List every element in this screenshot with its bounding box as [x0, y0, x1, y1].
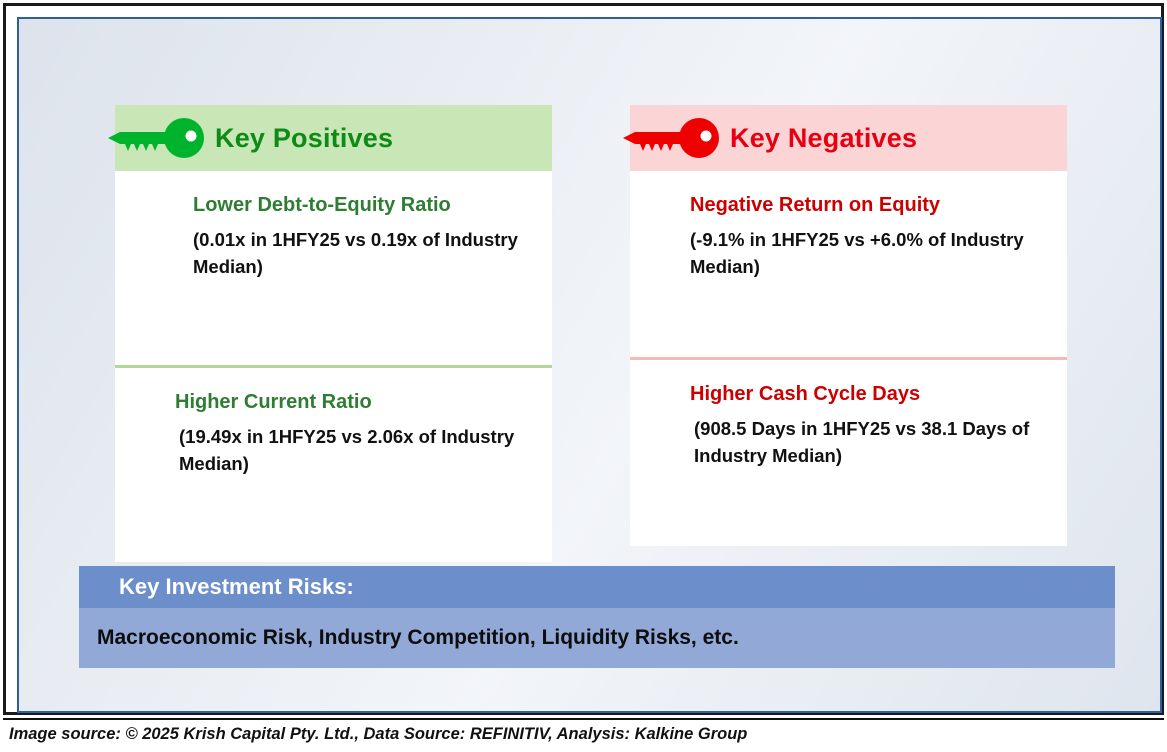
key-icon [620, 116, 726, 160]
card-title: Higher Cash Cycle Days [690, 383, 921, 405]
column-title-positives: Key Positives [215, 122, 394, 153]
column-title-negatives: Key Negatives [730, 122, 918, 153]
risks-title: Key Investment Risks: [119, 574, 354, 599]
card-body: (-9.1% in 1HFY25 vs +6.0% of Industry Median) [690, 229, 1024, 277]
column-header-positives [115, 105, 552, 171]
column-header-negatives [630, 105, 1067, 171]
card-body: (908.5 Days in 1HFY25 vs 38.1 Days of Industry Median) [694, 418, 1030, 466]
key-investment-risks [79, 566, 1115, 668]
card-positive-1 [115, 171, 552, 365]
outer-frame [3, 3, 1164, 715]
card-negative-1 [630, 171, 1067, 357]
card-positive-2 [115, 368, 552, 562]
card-title: Higher Current Ratio [175, 391, 372, 413]
card-title: Lower Debt-to-Equity Ratio [193, 194, 451, 216]
source-bar [3, 718, 1164, 748]
key-icon [105, 116, 211, 160]
card-title: Negative Return on Equity [690, 194, 941, 216]
risks-title-bar [79, 566, 1115, 608]
column-key-negatives [630, 105, 1067, 546]
card-negative-2 [630, 360, 1067, 546]
risks-body-bar [79, 608, 1115, 668]
slide-canvas [17, 17, 1162, 713]
card-body: (19.49x in 1HFY25 vs 2.06x of Industry Median) [179, 426, 515, 474]
risks-body: Macroeconomic Risk, Industry Competition, Liquidity Risks, etc. [97, 626, 739, 649]
slide-content [19, 19, 1164, 715]
column-key-positives [115, 105, 552, 562]
source-text: Image source: © 2025 Krish Capital Pty. Ltd., Data Source: REFINITIV, Analysis: Kalkine Group [9, 724, 748, 743]
card-body: (0.01x in 1HFY25 vs 0.19x of Industry Median) [193, 229, 518, 277]
